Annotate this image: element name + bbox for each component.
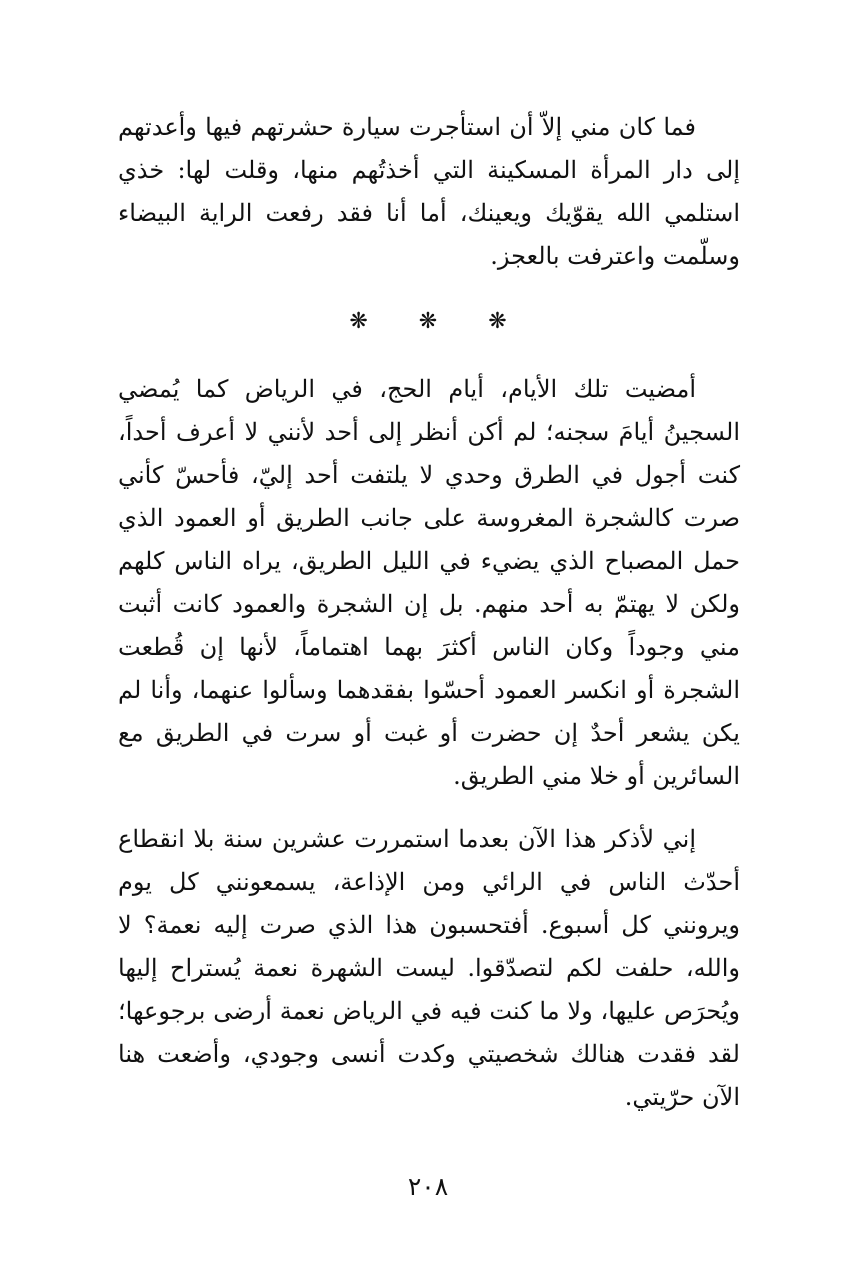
paragraph-1 [118,106,740,278]
paragraph-2 [118,368,740,798]
paragraph-text: إني لأذكر هذا الآن بعدما استمررت عشرين سنة بلا انقطاع أحدّث الناس في الرائي ومن الإذاعة، يسمعونني كل يوم ويرونني كل أسبوع. أفتحسبون هذا الذي صرت إليه نعمة؟ لا والله، حلفت لكم لتصدّقوا. ليست الشهرة نعمة يُستراح إليها ويُحرَص عليها، ولا ما كنت فيه في الرياض نعمة أرضى برجوعها؛ لقد فقدت هنالك شخصيتي وكدت أنسى وجودي، وأضعت هنا الآن حرّيتي. [118,825,740,1111]
paragraph-text: فما كان مني إلاّ أن استأجرت سيارة حشرتهم فيها وأعدتهم إلى دار المرأة المسكينة التي أخذتُهم منها، وقلت لها: خذي استلمي الله يقوّيك ويعينك، أما أنا فقد رفعت الراية البيضاء وسلّمت واعترفت بالعجز. [118,113,740,270]
paragraph-text: أمضيت تلك الأيام، أيام الحج، في الرياض كما يُمضي السجينُ أيامَ سجنه؛ لم أكن أنظر إلى أحد لأنني لا أعرف أحداً، كنت أجول في الطرق وحدي لا يلتفت أحد إليّ، فأحسّ كأني صرت كالشجرة المغروسة على جانب الطريق أو العمود الذي حمل المصباح الذي يضيء في الليل الطريق، يراه الناس كلهم ولكن لا يهتمّ به أحد منهم. بل إن الشجرة والعمود كانت أثبت مني وجوداً وكان الناس أكثرَ بهما اهتماماً، لأنها إن قُطعت الشجرة أو انكسر العمود أحسّوا بفقدهما وسألوا عنهما، وأنا لم يكن يشعر أحدٌ إن حضرت أو غبت أو سرت في الطريق مع السائرين أو خلا مني الطريق. [118,375,740,790]
paragraph-3 [118,818,740,1119]
page-number: ٢٠٨ [407,1172,449,1201]
section-separator: ❋ ❋ ❋ [349,309,529,334]
